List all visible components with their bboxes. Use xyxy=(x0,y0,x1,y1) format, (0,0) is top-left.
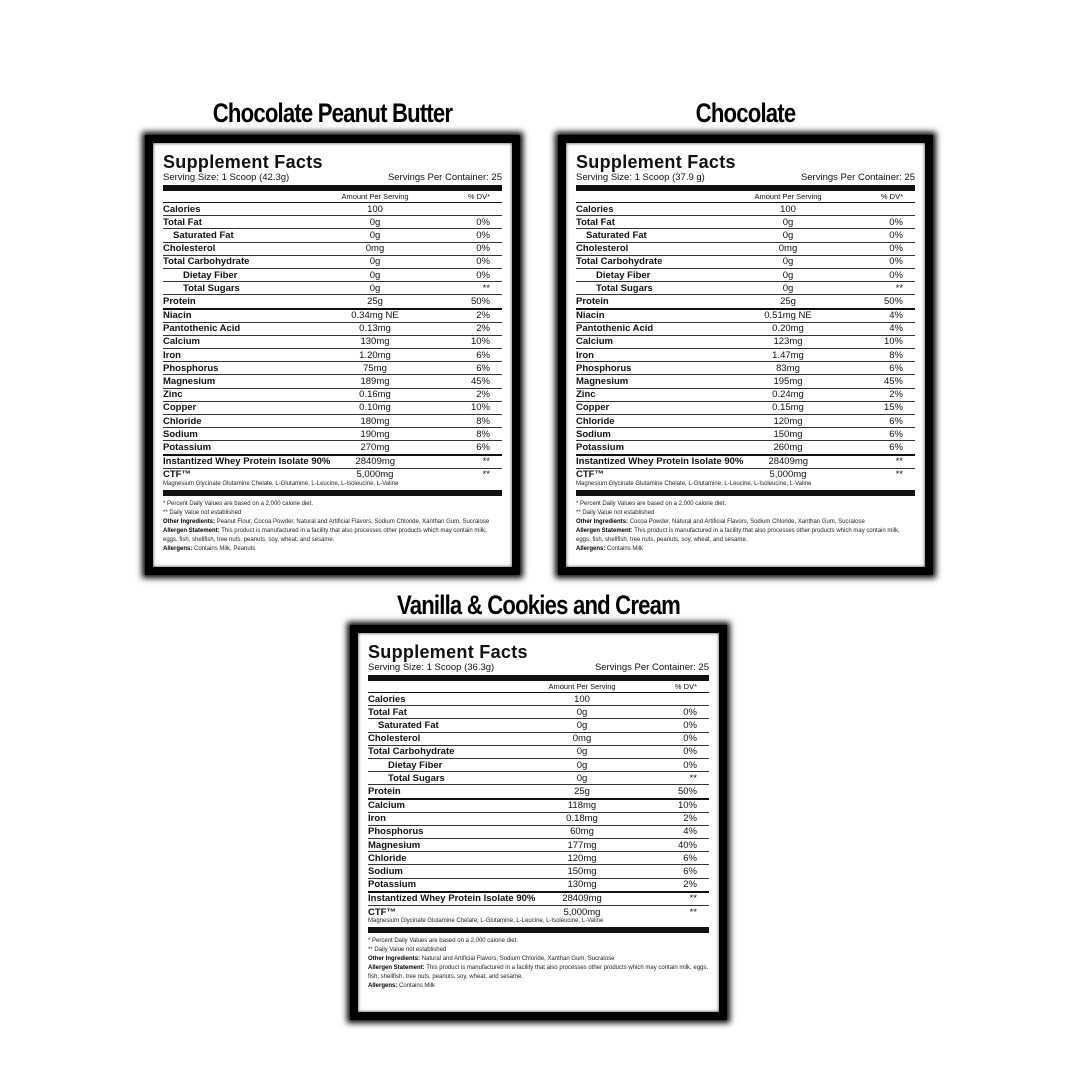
nutrient-dv: 0% xyxy=(683,733,697,745)
nutrient-name: CTF™ xyxy=(163,469,191,481)
label-heading: Supplement Facts xyxy=(368,642,528,662)
nutrient-amount: 0g xyxy=(576,772,588,784)
nutrient-amount: 28409mg xyxy=(355,456,396,468)
nutrient-dv: 2% xyxy=(683,879,697,891)
other-ingredients xyxy=(576,518,915,527)
nutrient-amount: 83mg xyxy=(776,362,800,374)
nutrient-name: Potassium xyxy=(576,441,625,453)
allergens xyxy=(368,982,709,991)
nutrient-dv: 45% xyxy=(470,376,490,388)
nutrient-row xyxy=(576,456,915,469)
other-ingredients-text: Cocoa Powder, Natural and Artificial Flavors, Sodium Chloride, Xanthan Gum, Sucralose xyxy=(629,518,865,525)
nutrient-name: Calcium xyxy=(368,800,405,812)
nutrient-name: Pantothenic Acid xyxy=(576,323,654,335)
nutrient-name: Phosphorus xyxy=(163,362,219,374)
nutrient-row xyxy=(163,362,502,375)
nutrient-amount: 120mg xyxy=(567,852,597,864)
nutrient-name: Sodium xyxy=(576,428,611,440)
nutrient-name: Protein xyxy=(368,785,401,797)
nutrient-dv: 0% xyxy=(889,256,903,268)
nutrient-name: Saturated Fat xyxy=(586,229,647,241)
nutrient-dv: 8% xyxy=(476,428,490,440)
supplement-facts-label xyxy=(350,625,727,1020)
nutrient-amount: 130mg xyxy=(360,336,390,348)
ctf-ingredients: Magnesium Glycinate Glutamine Chelate, L-Glutamine, L-Leucine, L-Isoleucine, L-Valine xyxy=(368,918,604,925)
nutrient-row xyxy=(368,746,709,759)
nutrient-dv: 0% xyxy=(476,216,490,228)
nutrient-dv: ** xyxy=(482,469,490,481)
nutrient-amount: 25g xyxy=(574,785,590,797)
nutrient-name: Instantized Whey Protein Isolate 90% xyxy=(163,456,331,468)
nutrient-row xyxy=(163,469,502,481)
nutrient-dv: ** xyxy=(482,282,490,294)
nutrient-name: Potassium xyxy=(163,441,212,453)
nutrient-row xyxy=(576,323,915,336)
nutrient-row xyxy=(163,349,502,362)
nutrient-amount: 100 xyxy=(367,203,383,215)
nutrient-row xyxy=(368,759,709,772)
nutrient-name: Magnesium xyxy=(163,376,216,388)
nutrient-dv: 6% xyxy=(476,362,490,374)
nutrient-name: Niacin xyxy=(576,310,605,322)
nutrient-name: Dietay Fiber xyxy=(388,759,443,771)
serving-size: Serving Size: 1 Scoop (37.9 g) xyxy=(576,172,705,183)
allergen-statement xyxy=(368,964,709,982)
nutrient-dv: 0% xyxy=(683,719,697,731)
nutrient-row xyxy=(368,893,709,906)
nutrient-amount: 0.13mg xyxy=(359,323,391,335)
nutrient-row xyxy=(368,826,709,839)
nutrient-dv: 6% xyxy=(476,441,490,453)
nutrient-name: Iron xyxy=(368,813,386,825)
nutrient-dv: 0% xyxy=(476,269,490,281)
nutrient-amount: 0g xyxy=(782,229,794,241)
nutrient-name: Calories xyxy=(576,203,614,215)
nutrient-row xyxy=(576,269,915,282)
allergen-statement-label: Allergen Statement: xyxy=(576,527,633,534)
nutrient-name: Dietay Fiber xyxy=(596,269,651,281)
nutrient-name: Copper xyxy=(576,402,610,414)
nutrient-amount: 25g xyxy=(367,295,383,307)
nutrient-row xyxy=(163,203,502,216)
nutrient-row xyxy=(163,269,502,282)
nutrient-name: Zinc xyxy=(576,389,596,401)
footnote-dv: * Percent Daily Values are based on a 2,000 calorie diet. xyxy=(368,938,518,945)
nutrient-amount: 0g xyxy=(782,216,794,228)
nutrient-name: Chloride xyxy=(163,415,202,427)
nutrient-name: Phosphorus xyxy=(576,362,632,374)
flavor-title: Chocolate xyxy=(695,98,796,128)
nutrient-name: Saturated Fat xyxy=(173,229,234,241)
nutrient-name: Potassium xyxy=(368,879,417,891)
nutrient-dv: 0% xyxy=(683,746,697,758)
nutrient-name: Total Fat xyxy=(368,706,407,718)
nutrient-dv: 10% xyxy=(677,800,697,812)
nutrient-name: Total Carbohydrate xyxy=(368,746,455,758)
footnote-dv: * Percent Daily Values are based on a 2,000 calorie diet. xyxy=(576,500,726,507)
nutrient-dv: ** xyxy=(895,469,903,481)
nutrient-row xyxy=(576,415,915,428)
nutrient-amount: 0g xyxy=(576,746,588,758)
divider-bar xyxy=(368,927,709,933)
nutrient-row xyxy=(368,693,709,706)
nutrient-amount: 0.51mg NE xyxy=(764,310,812,322)
nutrient-row xyxy=(576,229,915,242)
label-heading: Supplement Facts xyxy=(163,152,323,172)
nutrient-amount: 130mg xyxy=(567,879,597,891)
nutrient-dv: 6% xyxy=(476,349,490,361)
nutrient-dv: 6% xyxy=(683,852,697,864)
nutrient-name: Iron xyxy=(163,349,181,361)
nutrient-amount: 0mg xyxy=(365,243,385,255)
nutrient-row xyxy=(576,336,915,349)
nutrient-row xyxy=(576,469,915,481)
nutrient-row xyxy=(576,441,915,455)
flavor-title: Vanilla & Cookies and Cream xyxy=(396,590,681,620)
nutrient-dv: 4% xyxy=(889,323,903,335)
nutrient-name: Chloride xyxy=(576,415,615,427)
nutrient-amount: 0g xyxy=(369,269,381,281)
other-ingredients-label: Other Ingredients: xyxy=(163,518,216,525)
nutrient-dv: 0% xyxy=(683,759,697,771)
nutrient-name: Calories xyxy=(163,203,201,215)
nutrient-amount: 100 xyxy=(780,203,796,215)
nutrient-dv: 2% xyxy=(476,323,490,335)
nutrient-dv: ** xyxy=(689,893,697,905)
nutrient-name: Instantized Whey Protein Isolate 90% xyxy=(576,456,744,468)
nutrient-row xyxy=(368,906,709,918)
nutrient-amount: 123mg xyxy=(773,336,803,348)
nutrient-name: Calcium xyxy=(576,336,613,348)
nutrient-row xyxy=(368,813,709,826)
nutrient-row xyxy=(163,428,502,441)
supplement-facts-label xyxy=(145,135,520,575)
nutrient-dv: 2% xyxy=(683,813,697,825)
nutrient-dv: 40% xyxy=(677,839,697,851)
nutrient-dv: 0% xyxy=(683,706,697,718)
allergen-statement xyxy=(163,527,502,545)
nutrient-dv: ** xyxy=(895,282,903,294)
nutrient-amount: 5,000mg xyxy=(563,906,601,918)
nutrient-dv: 10% xyxy=(470,402,490,414)
nutrient-row xyxy=(576,375,915,388)
allergens-text: Contains Milk, Peanuts xyxy=(194,545,256,552)
nutrient-amount: 25g xyxy=(780,295,796,307)
nutrient-row xyxy=(368,852,709,865)
nutrient-amount: 1.47mg xyxy=(772,349,804,361)
allergens-label: Allergens: xyxy=(368,983,398,990)
nutrient-amount: 0.18mg xyxy=(566,813,598,825)
nutrient-amount: 0g xyxy=(782,256,794,268)
column-amount-header: Amount Per Serving xyxy=(341,192,409,201)
nutrient-amount: 0.20mg xyxy=(772,323,804,335)
nutrient-name: Magnesium xyxy=(368,839,421,851)
nutrient-row xyxy=(576,428,915,441)
nutrient-amount: 150mg xyxy=(773,428,803,440)
nutrient-row xyxy=(576,402,915,415)
nutrient-amount: 28409mg xyxy=(562,893,602,905)
nutrient-row xyxy=(576,349,915,362)
allergen-statement-label: Allergen Statement: xyxy=(368,965,425,972)
allergen-statement-text: This product is manufactured in a facility that also processes other products which may contain milk, eggs, fish, shellfish, tree nuts, peanuts, soy, wheat, and sesame. xyxy=(576,527,900,543)
nutrient-row xyxy=(368,800,709,813)
serving-size: Serving Size: 1 Scoop (36.3g) xyxy=(368,662,495,673)
footnote-not-established: ** Daily Value not established xyxy=(163,509,242,516)
nutrient-name: Total Sugars xyxy=(596,282,653,294)
nutrient-amount: 28409mg xyxy=(768,456,809,468)
label-heading: Supplement Facts xyxy=(576,152,736,172)
allergen-statement-text: This product is manufactured in a facility that also processes other products which may contain milk, eggs, fish, shellfish, tree nuts, peanuts, soy, wheat, and sesame. xyxy=(163,527,487,543)
supplement-facts-label xyxy=(558,135,933,575)
nutrient-row xyxy=(163,375,502,388)
nutrient-amount: 0g xyxy=(369,256,381,268)
nutrient-row xyxy=(163,336,502,349)
allergens-text: Contains Milk xyxy=(399,983,436,990)
column-dv-header: % DV* xyxy=(467,192,490,201)
footnote-dv: * Percent Daily Values are based on a 2,000 calorie diet. xyxy=(163,500,313,507)
allergens xyxy=(163,545,502,554)
nutrient-amount: 100 xyxy=(574,693,590,705)
nutrient-name: Total Carbohydrate xyxy=(576,256,663,268)
nutrient-amount: 0g xyxy=(576,759,588,771)
nutrient-name: Instantized Whey Protein Isolate 90% xyxy=(368,893,536,905)
nutrient-row xyxy=(368,706,709,719)
allergen-statement-text: This product is manufactured in a facility that also processes other products which may contain milk, eggs, fish, shellfish, tree nuts, peanuts, soy, wheat, and sesame. xyxy=(368,965,709,981)
nutrient-dv: 0% xyxy=(476,243,490,255)
nutrient-amount: 270mg xyxy=(360,441,390,453)
nutrient-row xyxy=(576,203,915,216)
nutrient-amount: 0.15mg xyxy=(772,402,804,414)
nutrient-name: Saturated Fat xyxy=(378,719,439,731)
other-ingredients-label: Other Ingredients: xyxy=(368,956,421,963)
nutrient-dv: 2% xyxy=(889,389,903,401)
nutrient-row xyxy=(576,389,915,402)
nutrient-dv: 50% xyxy=(883,295,903,307)
nutrient-amount: 0.34mg NE xyxy=(351,310,399,322)
nutrient-amount: 195mg xyxy=(773,376,803,388)
nutrient-row xyxy=(576,256,915,269)
nutrient-amount: 0mg xyxy=(778,243,798,255)
nutrient-row xyxy=(368,719,709,732)
other-ingredients xyxy=(163,518,502,527)
other-ingredients-text: Natural and Artificial Flavors, Sodium Chloride, Xanthan Gum, Sucralose xyxy=(421,956,615,963)
divider-bar xyxy=(576,490,915,496)
nutrient-amount: 75mg xyxy=(363,362,387,374)
nutrient-row xyxy=(368,865,709,878)
servings-per-container: Servings Per Container: 25 xyxy=(594,662,709,673)
nutrient-dv: 50% xyxy=(677,785,697,797)
nutrient-amount: 260mg xyxy=(773,441,803,453)
nutrient-name: Calories xyxy=(368,693,406,705)
nutrient-amount: 0.16mg xyxy=(359,389,391,401)
nutrient-dv: 0% xyxy=(889,216,903,228)
nutrient-name: Protein xyxy=(576,295,609,307)
nutrient-name: Total Carbohydrate xyxy=(163,256,250,268)
column-amount-header: Amount Per Serving xyxy=(754,192,822,201)
nutrient-name: Pantothenic Acid xyxy=(163,323,241,335)
nutrient-amount: 0g xyxy=(576,706,588,718)
footnote-not-established: ** Daily Value not established xyxy=(576,509,655,516)
nutrient-amount: 60mg xyxy=(570,826,594,838)
column-dv-header: % DV* xyxy=(880,192,903,201)
nutrient-row xyxy=(368,785,709,799)
nutrient-dv: 45% xyxy=(883,376,903,388)
servings-per-container: Servings Per Container: 25 xyxy=(387,172,502,183)
nutrient-name: Magnesium xyxy=(576,376,629,388)
allergens-label: Allergens: xyxy=(576,545,606,552)
nutrient-dv: 10% xyxy=(883,336,903,348)
divider-bar xyxy=(163,490,502,496)
nutrient-name: Zinc xyxy=(163,389,183,401)
nutrient-amount: 189mg xyxy=(360,376,390,388)
nutrient-name: Total Fat xyxy=(163,216,202,228)
other-ingredients xyxy=(368,955,709,964)
nutrient-dv: 0% xyxy=(476,256,490,268)
nutrient-row xyxy=(368,839,709,852)
other-ingredients-label: Other Ingredients: xyxy=(576,518,629,525)
nutrient-name: Protein xyxy=(163,295,196,307)
nutrient-amount: 120mg xyxy=(773,415,803,427)
nutrient-row xyxy=(368,879,709,893)
nutrient-name: Calcium xyxy=(163,336,200,348)
nutrient-name: Cholesterol xyxy=(163,243,216,255)
column-amount-header: Amount Per Serving xyxy=(548,682,616,691)
nutrient-dv: 10% xyxy=(470,336,490,348)
nutrient-dv: ** xyxy=(689,906,697,918)
nutrient-dv: 15% xyxy=(883,402,903,414)
nutrient-amount: 5,000mg xyxy=(356,469,394,481)
nutrient-row xyxy=(576,216,915,229)
allergens-text: Contains Milk xyxy=(607,545,644,552)
nutrient-name: Total Sugars xyxy=(388,772,445,784)
nutrient-amount: 190mg xyxy=(360,428,390,440)
nutrient-dv: 8% xyxy=(889,349,903,361)
nutrient-amount: 0.10mg xyxy=(359,402,391,414)
nutrient-name: CTF™ xyxy=(576,469,604,481)
nutrient-name: Total Sugars xyxy=(183,282,240,294)
nutrient-dv: ** xyxy=(482,456,490,468)
nutrient-amount: 0g xyxy=(782,282,794,294)
nutrient-row xyxy=(163,415,502,428)
allergen-statement xyxy=(576,527,915,545)
nutrient-amount: 0g xyxy=(576,719,588,731)
nutrient-row xyxy=(163,310,502,323)
nutrient-amount: 1.20mg xyxy=(359,349,391,361)
nutrient-amount: 0g xyxy=(369,229,381,241)
nutrient-dv: 2% xyxy=(476,310,490,322)
allergen-statement-label: Allergen Statement: xyxy=(163,527,220,534)
nutrient-dv: 50% xyxy=(470,295,490,307)
nutrient-name: Copper xyxy=(163,402,197,414)
nutrient-name: Niacin xyxy=(163,310,192,322)
nutrient-row xyxy=(576,310,915,323)
nutrient-row xyxy=(163,456,502,469)
nutrient-amount: 0g xyxy=(369,216,381,228)
nutrient-dv: 2% xyxy=(476,389,490,401)
nutrient-dv: 6% xyxy=(889,428,903,440)
ctf-ingredients: Magnesium Glycinate Glutamine Chelate, L-Glutamine, L-Leucine, L-Isoleucine, L-Valine xyxy=(163,480,399,487)
nutrient-row xyxy=(576,362,915,375)
allergens-label: Allergens: xyxy=(163,545,193,552)
nutrient-amount: 180mg xyxy=(360,415,390,427)
nutrient-amount: 0mg xyxy=(572,733,592,745)
nutrient-row xyxy=(163,216,502,229)
nutrient-dv: 0% xyxy=(889,229,903,241)
flavor-title: Chocolate Peanut Butter xyxy=(212,98,453,128)
nutrient-row xyxy=(368,772,709,785)
nutrient-name: Phosphorus xyxy=(368,826,424,838)
nutrient-amount: 150mg xyxy=(567,866,597,878)
nutrient-row xyxy=(163,389,502,402)
nutrient-dv: 6% xyxy=(889,362,903,374)
nutrient-dv: 4% xyxy=(683,826,697,838)
nutrient-name: Iron xyxy=(576,349,594,361)
footnote-not-established: ** Daily Value not established xyxy=(368,947,447,954)
servings-per-container: Servings Per Container: 25 xyxy=(800,172,915,183)
nutrient-name: Chloride xyxy=(368,852,407,864)
nutrient-dv: 6% xyxy=(889,415,903,427)
nutrient-amount: 177mg xyxy=(567,839,597,851)
nutrient-row xyxy=(163,441,502,455)
nutrient-row xyxy=(576,295,915,309)
nutrient-dv: 0% xyxy=(889,243,903,255)
nutrient-name: Cholesterol xyxy=(368,733,421,745)
nutrient-row xyxy=(163,402,502,415)
nutrient-name: CTF™ xyxy=(368,906,396,918)
column-dv-header: % DV* xyxy=(674,682,697,691)
nutrient-dv: 0% xyxy=(476,229,490,241)
nutrient-row xyxy=(163,323,502,336)
nutrient-amount: 5,000mg xyxy=(769,469,807,481)
ctf-ingredients: Magnesium Glycinate Glutamine Chelate, L-Glutamine, L-Leucine, L-Isoleucine, L-Valine xyxy=(576,480,812,487)
allergens xyxy=(576,545,915,554)
nutrient-row xyxy=(368,733,709,746)
nutrient-dv: 8% xyxy=(476,415,490,427)
nutrient-dv: 6% xyxy=(683,866,697,878)
nutrient-name: Total Fat xyxy=(576,216,615,228)
nutrient-row xyxy=(163,243,502,256)
nutrient-name: Sodium xyxy=(163,428,198,440)
nutrient-name: Cholesterol xyxy=(576,243,629,255)
nutrient-row xyxy=(163,229,502,242)
nutrient-dv: 6% xyxy=(889,441,903,453)
nutrient-dv: 0% xyxy=(889,269,903,281)
nutrient-row xyxy=(163,256,502,269)
nutrient-dv: ** xyxy=(895,456,903,468)
nutrient-row xyxy=(576,282,915,295)
nutrient-amount: 118mg xyxy=(567,800,597,812)
nutrient-row xyxy=(163,282,502,295)
nutrient-name: Sodium xyxy=(368,866,403,878)
nutrient-dv: ** xyxy=(689,772,697,784)
nutrient-dv: 4% xyxy=(889,310,903,322)
other-ingredients-text: Peanut Flour, Cocoa Powder, Natural and Artificial Flavors, Sodium Chloride, Xanthan Gum, Sucralose xyxy=(216,518,490,525)
nutrient-amount: 0g xyxy=(782,269,794,281)
nutrient-amount: 0.24mg xyxy=(772,389,804,401)
nutrient-row xyxy=(576,243,915,256)
nutrient-name: Dietay Fiber xyxy=(183,269,238,281)
nutrient-amount: 0g xyxy=(369,282,381,294)
serving-size: Serving Size: 1 Scoop (42.3g) xyxy=(163,172,290,183)
nutrient-row xyxy=(163,295,502,309)
